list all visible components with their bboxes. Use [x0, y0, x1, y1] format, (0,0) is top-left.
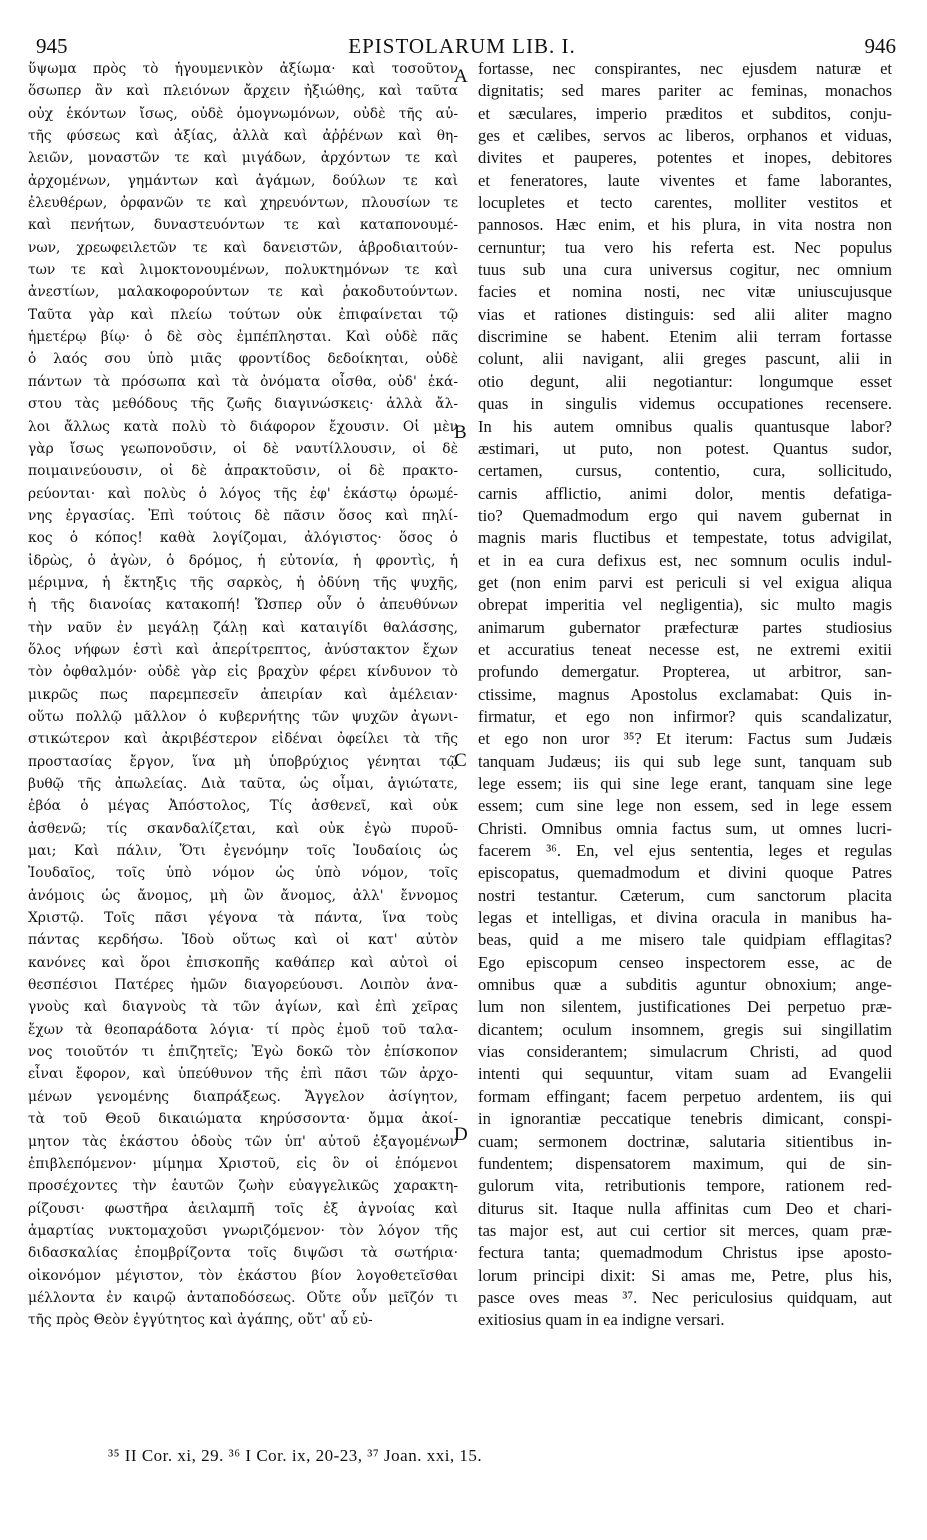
latin-text-line: locupletes et tecto carentes, molliter vestitos et — [478, 193, 892, 213]
greek-text-line: πάντας κερδήσω. Ἰδοὺ οὕτως καὶ οἱ κατ' αὐτὸν — [28, 932, 458, 949]
greek-text-line: γὰρ ἴσως γεωπονοῦσιν, οἱ δὲ ναυτίλλουσιν, οἱ δὲ — [28, 440, 458, 457]
latin-text-line: pasce oves meas ³⁷. Nec periculosius quidquam, aut — [478, 1287, 892, 1307]
latin-text-line: nostri testantur. Cæterum, cum sanctorum placita — [478, 885, 892, 905]
greek-text-line: τὴν ναῦν ἐν μεγάλῃ ζάλῃ καὶ καταιγίδι θαλάσσης, — [28, 619, 458, 636]
latin-text-line: diturus sit. Itaque nulla affinitas cum Deo et chari- — [478, 1198, 892, 1218]
greek-text-line: εἶναι ἔφορον, καὶ ὑπεύθυνον τῆς ἐπὶ πᾶσι τῶν ἀρχο- — [28, 1066, 458, 1083]
greek-text-line: προσέχοντες τὴν ἑαυτῶν ζωὴν εὐαγγελικῶς χαρακτη- — [28, 1178, 458, 1195]
latin-text-line: carnis afflictio, animi dolor, mentis defatiga- — [478, 483, 892, 503]
greek-text-line: ἀσθενῶ; τίς σκανδαλίζεται, καὶ οὐκ ἐγὼ πυροῦ- — [28, 820, 458, 837]
greek-text-line: ἀνεστίων, μαλακοφορούντων τε καὶ ῥακοδυτούντων. — [28, 284, 458, 301]
latin-text-line: gulorum vita, retributionis tempore, rationem red- — [478, 1176, 892, 1196]
latin-text-line: certamen, cursus, contentio, cura, sollicitudo, — [478, 461, 892, 481]
greek-text-line: νης ἐργασίας. Ἐπὶ τούτοις δὲ πᾶσιν ὅσος καὶ πηλί- — [28, 507, 458, 524]
greek-text-line: ἔχων τὰ θεοπαράδοτα λόγια· τί πρὸς ἐμοῦ τοῦ ταλα- — [28, 1021, 458, 1038]
greek-text-line: ρίζουσι· φωστῆρα ἀειλαμπῆ τοῖς ἐξ ἀγνοίας καὶ — [28, 1200, 458, 1217]
greek-text-line: καὶ πενήτων, δυναστευόντων τε καὶ καταπονουμέ- — [28, 217, 458, 234]
latin-text-line: divites et pauperes, potentes et inopes, debitores — [478, 148, 892, 168]
latin-text-line: fundentem; dispensatorem maximum, qui de sin- — [478, 1153, 892, 1173]
greek-text-line: ἡμετέρῳ βίῳ· ὁ δὲ σὸς ἐμπέπλησται. Καὶ οὐδὲ πᾶς — [28, 329, 458, 346]
greek-text-line: οὐχ ἑκόντων ἴσως, οὐδὲ ὁμογνωμόνων, οὐδὲ τῆς αὐ- — [28, 105, 458, 122]
latin-text-line: episcopatus, quemadmodum et divini quoque Patres — [478, 863, 892, 883]
greek-text-line: κος ὁ κόπος! καθὰ λογίζομαι, ἀλόγιστος· ὅσος ὁ — [28, 530, 458, 547]
latin-text-line: quas in singulis videmus occupationes recensere. — [478, 394, 892, 414]
latin-text-line: in ignorantiæ peccatique tenebris dimicant, conspi- — [478, 1109, 892, 1129]
latin-text-line: lum non silentem, justificationes Dei perpetuo præ- — [478, 997, 892, 1017]
greek-text-line: Ταῦτα γὰρ καὶ πλείω τούτων οὐκ ἐπιφαίνεται τῷ — [28, 306, 458, 323]
greek-text-line: μαι; Καὶ πάλιν, Ὅτι ἐγενόμην τοῖς Ἰουδαίοις ὡς — [28, 843, 458, 860]
greek-text-line: τῆς πρὸς Θεὸν ἐγγύτητος καὶ ἀγάπης, οὔτ' αὖ εὐ- — [28, 1312, 373, 1329]
latin-text-line: dicantem; oculum insomnem, gregis sui singillatim — [478, 1019, 892, 1039]
greek-text-line: στου τὰς μεθόδους τῆς ζωῆς διαγινώσκεις· ἀλλὰ ἄλ- — [28, 396, 458, 413]
greek-text-line: οἰκονόμον μέγιστον, τὸν ἑκάστου βίον λογοθετεῖσθαι — [28, 1267, 458, 1284]
latin-text-line: ctissime, magnus Apostolus exclamabat: Quis in- — [478, 684, 892, 704]
latin-text-line: get (non enim parvi est periculi si vel exigua aliqua — [478, 572, 892, 592]
latin-text-line: tas major est, aut cui certior sit merces, quam præ- — [478, 1220, 892, 1240]
latin-text-line: et sæculares, imperio præditos et subditos, conju- — [478, 103, 892, 123]
latin-text-line: magnis maris fluctibus et tempestate, totus advigilat, — [478, 528, 892, 548]
latin-text-line: dignitatis; sed mares pariter ac feminas, monachos — [478, 81, 892, 101]
greek-text-line: διδασκαλίας ἐπομβρίζοντα τοῖς διψῶσι τὰ σωτήρια· — [28, 1245, 458, 1262]
latin-text-line: et accuratius teneat necesse est, ne extremi exitii — [478, 639, 892, 659]
latin-text-line: legas et intelligas, et divina oracula in manibus ha- — [478, 908, 892, 928]
greek-text-line: ρεύονται· καὶ πολὺς ὁ λόγος τῆς ἐφ' ἑκάστῳ ὁρωμέ- — [28, 485, 458, 502]
latin-text-line: animarum gubernator præfecturæ partes studiosius — [478, 617, 892, 637]
latin-text-line: cuam; sermonem doctrinæ, salutaria sitientibus in- — [478, 1131, 892, 1151]
greek-text-line: ὕψωμα πρὸς τὸ ἡγουμενικὸν ἀξίωμα· καὶ τοσοῦτον — [28, 61, 458, 77]
running-title: EPISTOLARUM LIB. I. — [348, 34, 576, 58]
latin-text-line: fectura tanta; quemadmodum Christus ipse aposto- — [478, 1243, 892, 1263]
greek-text-line: Χριστῷ. Τοῖς πᾶσι γέγονα τὰ πάντα, ἵνα τοὺς — [28, 910, 458, 927]
greek-text-line: Ἰουδαῖος, τοῖς ὑπὸ νόμον ὡς ὑπὸ νόμον, τοῖς — [28, 865, 458, 882]
latin-text-line: cernuntur; tua vero his referta est. Nec populus — [478, 237, 892, 257]
greek-text-line: ἡ τῆς διανοίας κατακοπή! Ὥσπερ οὖν ὁ ἀπευθύνων — [28, 597, 458, 614]
greek-text-line: των τε καὶ λιμοκτονουμένων, πολυκτημόνων τε καὶ — [28, 262, 458, 279]
greek-text-line: ποιμαινεύουσιν, οἱ δὲ ἀπρακτοῦσιν, οἱ δὲ πρακτο- — [28, 463, 458, 480]
greek-text-line: τὰ τοῦ Θεοῦ δικαιώματα κηρύσσοντα· ὄμμα ἀκοί- — [28, 1111, 458, 1128]
greek-text-line: γνοὺς καὶ διαγνοὺς τὰ τῶν ἁγίων, καὶ ἐπὶ χεῖρας — [28, 999, 458, 1016]
greek-text-line: βυθῷ τῆς ἀπωλείας. Διὰ ταῦτα, ὡς οἶμαι, ἁγιώτατε, — [28, 776, 458, 792]
greek-text-line: μικρῶς πως παρεμπεσεῖν ἀπειρίαν καὶ ἀμέλειαν· — [28, 686, 458, 703]
latin-text-line: ges et cælibes, servos ac liberos, orphanos et viduas, — [478, 126, 892, 146]
latin-text-line: omnibus quæ a subditis aguntur obnoxium; ange- — [478, 975, 892, 995]
latin-text-line: colunt, alii navigant, alii greges pascunt, alii in — [478, 349, 892, 369]
greek-text-line: ὅλος νήφων ἐστὶ καὶ ἀπερίτρεπτος, ἀνύστακτον ἔχων — [28, 641, 458, 658]
latin-text-line: et feneratores, laute viventes et fame laborantes, — [478, 170, 892, 190]
latin-text-line: firmatur, et ego non infirmor? quis scandalizatur, — [478, 706, 892, 726]
greek-text-line: κανόνες καὶ ὅροι ἐπισκοπῆς καθάπερ καὶ αὐτοὶ οἱ — [28, 954, 458, 971]
greek-text-line: ἀνόμοις ὡς ἄνομος, μὴ ὢν ἄνομος, ἀλλ' ἔννομος — [28, 887, 458, 904]
latin-text-line: Christi. Omnibus omnia factus sum, ut omnes lucri- — [478, 818, 892, 838]
greek-text-line: μέλλοντα ἐν καιρῷ ἀνταποδόσεως. Οὔτε οὖν μεῖζόν τι — [28, 1289, 458, 1306]
latin-text-line: facerem ³⁶. En, vel ejus sententia, leges et regulas — [478, 841, 892, 861]
latin-text-column — [478, 58, 892, 1332]
greek-text-line: ὅσωπερ ἂν καὶ πλειόνων ἄρχειν ἠξιώθης, καὶ ταῦτα — [28, 83, 458, 100]
latin-text-line: facies et nomina nosti, nec vitæ uniuscujusque — [478, 282, 892, 302]
margin-marker-a: A — [454, 66, 468, 87]
margin-marker-c: C — [454, 750, 467, 771]
latin-text-line: formam effingant; facem perpetuo ardentem, iis qui — [478, 1086, 892, 1106]
greek-text-line: ἐλευθέρων, ὀρφανῶν τε καὶ χηρευόντων, πλουσίων τε — [28, 195, 458, 212]
latin-text-line: In his autem omnibus qualis quantusque labor? — [478, 416, 892, 436]
latin-text-line: pannosos. Hæc enim, et his plura, in vita nostra non — [478, 215, 892, 235]
latin-text-line: et ego non uror ³⁵? Et iterum: Factus sum Judæis — [478, 729, 892, 749]
greek-text-line: προστασίας ἔργον, ἵνα μὴ ὑποβρύχιος γένηται τῷ — [28, 753, 458, 770]
greek-text-line: ἱδρὼς, ὁ ἀγὼν, ὁ δρόμος, ἡ εὐτονία, ἡ φροντὶς, ἡ — [28, 552, 458, 569]
latin-text-line: otio degunt, alii negotiantur: longumque esset — [478, 371, 892, 391]
latin-text-line: lege essem; iis qui sine lege erant, tanquam sine lege — [478, 774, 892, 793]
greek-text-line: ἁμαρτίας νυκτομαχοῦσι γνωριζόμενον· τὸν λόγον τῆς — [28, 1222, 458, 1239]
greek-text-line: ἐπιβλεπόμενον· μίμημα Χριστοῦ, εἰς ὃν οἱ ἑπόμενοι — [28, 1155, 458, 1172]
greek-text-line: τῆς φύσεως καὶ ἀξίας, ἀλλὰ καὶ ἀῤῥένων καὶ θη- — [28, 128, 458, 145]
greek-text-line: ἀρχομένων, γημάντων καὶ ἀγάμων, δούλων τε καὶ — [28, 172, 458, 189]
latin-text-line: tanquam Judæus; iis qui sub lege sunt, tanquam sub — [478, 751, 892, 771]
latin-text-line: beas, quid a me misero tale quidpiam efflagitas? — [478, 930, 892, 950]
greek-text-line: λειῶν, μοναστῶν τε καὶ μιγάδων, ἀρχόντων τε καὶ — [28, 150, 458, 167]
latin-text-line: tio? Quemadmodum ergo qui navem gubernat in — [478, 505, 892, 525]
latin-text-line: æstimari, ut puto, non potest. Quantus sudor, — [478, 438, 892, 458]
greek-text-line: λοι ἄλλως κατὰ πολὺ τὸ διάφορον ἔχουσιν. Οἱ μὲν — [28, 418, 458, 435]
greek-text-line: στικώτερον καὶ ἀκριβέστερον εἰδέναι ὀφείλει τὰ τῆς — [28, 731, 458, 748]
greek-text-line: οὕτω πολλῷ μᾶλλον ὁ κυβερνήτης τῶν ψυχῶν ἀγωνι- — [28, 708, 458, 725]
latin-text-line: essem; cum sine lege non essem, sed in lege essem — [478, 796, 892, 816]
greek-text-line: πάντων τὰ πρόσωπα καὶ τὰ ὀνόματα οἶσθα, οὐδ' ἑκά- — [28, 373, 458, 390]
page-number-right: 946 — [864, 34, 896, 58]
footnotes: ³⁵ II Cor. xi, 29. ³⁶ I Cor. ix, 20-23, ³⁷ Joan. xxi, 15. — [108, 1446, 483, 1465]
greek-text-line: τὸν ὀφθαλμόν· οὐδὲ γὰρ εἰς βραχὺν φέρει κίνδυνον τὸ — [28, 664, 458, 681]
latin-text-line: discrimine se habent. Etenim alii terram fortasse — [478, 327, 892, 347]
greek-text-line: μητον τὰς ἑκάστου ὁδοὺς τῶν ὑπ' αὐτοῦ ἐξαγομένων — [28, 1133, 458, 1150]
greek-text-line: μένων γενομένης διαπράξεως. Ἄγγελον ἀσίγητον, — [28, 1088, 458, 1105]
margin-marker-d: D — [454, 1124, 468, 1145]
greek-text-line: ὁ λαός σου ὑπὸ μιᾶς φροντίδος δεδοίκηται, οὐδὲ — [28, 351, 458, 368]
latin-text-line: exitiosius quam in ea indigne versari. — [478, 1310, 725, 1330]
latin-text-line: obrepat imperitia vel negligentia), sic multo magis — [478, 595, 892, 615]
greek-text-line: μέριμνα, ἡ ἔκτηξις τῆς σαρκὸς, ἡ ὀδύνη τῆς ψυχῆς, — [28, 574, 458, 591]
latin-text-line: intenti qui sequuntur, vitam suam ad Evangelii — [478, 1064, 892, 1084]
greek-text-line: νων, χρεωφειλετῶν τε καὶ δανειστῶν, ἁβροδιαιτούν- — [28, 239, 458, 256]
latin-text-line: vias considerantem; simulacrum Christi, ad quod — [478, 1042, 892, 1062]
latin-text-line: profundo demergatur. Propterea, ut arbitror, san- — [478, 662, 892, 682]
latin-text-line: tuus sub una cura universus cogitur, nec omnium — [478, 260, 892, 280]
greek-text-column — [28, 58, 458, 1332]
latin-text-line: Ego episcopum censeo inspectorem esse, ac de — [478, 952, 892, 972]
latin-text-line: vias et rationes distinguis: sed alii aliter magno — [478, 304, 892, 324]
margin-marker-b: B — [454, 422, 467, 443]
page-number-left: 945 — [36, 34, 68, 58]
greek-text-line: θεσπέσιοι Πατέρες ἡμῶν διαγορεύουσι. Λοιπὸν ἀνα- — [28, 977, 458, 994]
greek-text-line: ἐβόα ὁ μέγας Ἀπόστολος, Τίς ἀσθενεῖ, καὶ οὐκ — [28, 798, 458, 815]
latin-text-line: lorum principi dixit: Si amas me, Petre, plus his, — [478, 1265, 892, 1285]
greek-text-line: νος τοιοῦτόν τι ἐπιζητεῖς; Ἐγὼ δοκῶ τὸν ἐπίσκοπον — [28, 1044, 458, 1061]
latin-text-line: fortasse, nec conspirantes, nec ejusdem naturæ et — [478, 59, 892, 78]
latin-text-line: et in ea cura defixus est, nec somnum oculis indul- — [478, 550, 892, 570]
